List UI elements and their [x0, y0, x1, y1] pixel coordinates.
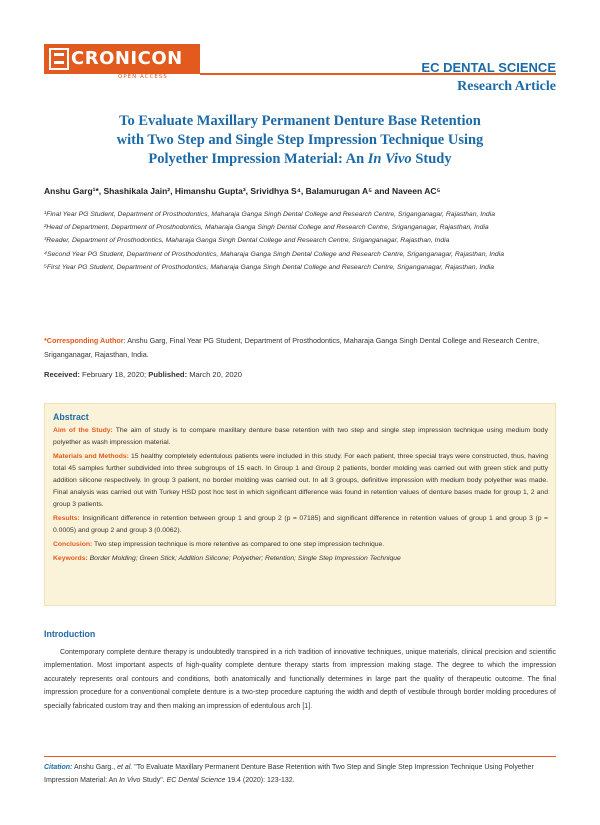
abstract-conclusion [53, 539, 548, 551]
article-type: Research Article [457, 79, 556, 94]
title-line-3 [60, 150, 540, 169]
citation-title-b: Study". [140, 777, 167, 784]
publication-dates [44, 370, 242, 379]
affiliation-item: ²Head of Department, Department of Prosthodontics, Maharaja Ganga Singh Dental College and Research Centre, Sriganganagar, Rajasthan, India [44, 224, 489, 232]
received-label: Received: [44, 370, 80, 379]
title-in-vivo: In Vivo [367, 151, 412, 167]
conclusion-label: Conclusion: [53, 541, 93, 548]
abstract-methods [53, 451, 548, 511]
corresponding-text: : Anshu Garg, Final Year PG Student, Department of Prosthodontics, Maharaja Ganga Singh Dental College and Research Centre, Sriganganagar, Rajasthan, India. [44, 336, 540, 359]
corresponding-author [44, 334, 556, 361]
affiliation-item: ³Reader, Department of Prosthodontics, Maharaja Ganga Singh Dental College and Research Centre, Sriganganagar, Rajasthan, India [44, 237, 450, 245]
aim-label: Aim of the Study: [53, 427, 113, 434]
affiliation-item: ⁵First Year PG Student, Department of Prosthodontics, Maharaja Ganga Singh Dental College and Research Centre, Sriganganagar, Rajasthan, India [44, 263, 495, 271]
citation-label: Citation: [44, 764, 73, 771]
citation-volume: 19.4 (2020): 123-132. [225, 777, 295, 784]
affiliations [44, 208, 556, 274]
title-line-3a: Polyether Impression Material: An [148, 151, 368, 167]
logo-e-icon [49, 48, 69, 70]
journal-name: EC DENTAL SCIENCE [421, 60, 556, 75]
title-line-3b: Study [411, 151, 452, 167]
received-date: February 18, 2020; [79, 370, 149, 379]
logo-text: CRONICON [71, 48, 183, 69]
title-line-2: with Two Step and Single Step Impression Technique Using [116, 132, 484, 148]
keywords-text: Border Molding; Green Stick; Addition Silicone; Polyether; Retention; Single Step Impression Technique [87, 555, 401, 562]
citation-etal: et al. [117, 764, 133, 771]
abstract-keywords [53, 553, 548, 565]
aim-text: The aim of study is to compare maxillary denture base retention with two step and single step impression technique using medium body polyether as wash impression material. [53, 427, 548, 446]
logo-subtitle: OPEN ACCESS [118, 74, 168, 80]
footer-rule [44, 756, 556, 757]
published-label: Published: [148, 370, 188, 379]
published-date: March 20, 2020 [187, 370, 242, 379]
citation-title-a: "To Evaluate Maxillary Permanent Denture Base Retention with Two Step and Single Step Impression Technique Using Polyether Impression Material: An [44, 764, 534, 784]
methods-label: Materials and Methods: [53, 453, 129, 460]
affiliation-item: ¹Final Year PG Student, Department of Prosthodontics, Maharaja Ganga Singh Dental College and Research Centre, Sriganganagar, Rajasthan, India [44, 211, 496, 218]
methods-text: 15 healthy completely edentulous patients were included in this study. For each patient, three special trays were constructed, thus, having total 45 samples further subdivided into three subgroups of 15 each. In Group 1 and Group 2 patients, border molding was carried out with green stick and putty addition silicone respectively. In group 3 patient, no border molding was carried out. In all 3 groups, definitive impression with medium body polyether was made. Final analysis was carried out with Turkey HSD post hoc test in which significant difference was found in retention values of denture bases made for group 1, 2 and group 3 patients. [53, 453, 548, 508]
abstract-results [53, 513, 548, 537]
affiliation-item: ⁴Second Year PG Student, Department of Prosthodontics, Maharaja Ganga Singh Dental College and Research Centre, Sriganganagar, Rajasthan, India [44, 250, 505, 258]
cronicon-logo [44, 44, 200, 74]
author-list: Anshu Garg¹*, Shashikala Jain², Himanshu Gupta³, Srividhya S⁴, Balamurugan A⁵ and Naveen AC⁵ [44, 186, 441, 196]
introduction-heading: Introduction [44, 629, 96, 639]
conclusion-text: Two step impression technique is more retentive as compared to one step impression technique. [92, 541, 385, 548]
title-line-1: To Evaluate Maxillary Permanent Denture Base Retention [119, 113, 481, 129]
corresponding-label: *Corresponding Author [44, 336, 124, 345]
keywords-label: Keywords: [53, 555, 88, 562]
abstract-box [44, 403, 556, 606]
abstract-heading: Abstract [53, 412, 89, 422]
results-text: Insignificant difference in retention between group 1 and group 2 (p = 07185) and significant difference in retention values of group 1 and group 3 (p = 0.0005) and group 2 and group 3 (0.0062). [53, 515, 548, 534]
paper-title [60, 112, 540, 169]
abstract-aim [53, 425, 548, 449]
citation [44, 761, 556, 787]
citation-journal: EC Dental Science [166, 777, 226, 784]
introduction-paragraph: Contemporary complete denture therapy is undoubtedly transpired in a rich tradition of innovative techniques, unique materials, clinical precision and scientific implementation. Most important aspects of high-quality complete denture therapy starts from impression making stage. The degree to which the impression accurately represents oral contours and conditions, both anatomically and functionally determines in large part the quality of therapeutic outcome. The final impression procedure for a conventional complete denture is a two-step procedure capturing the width and depth of vestibule through border molding procedures of specially fabricated custom tray and then making an impression of edentulous arch [1]. [44, 649, 556, 710]
results-label: Results: [53, 515, 80, 522]
citation-in-vivo: In Vivo [119, 777, 141, 784]
citation-authors: Anshu Garg., [72, 764, 118, 771]
